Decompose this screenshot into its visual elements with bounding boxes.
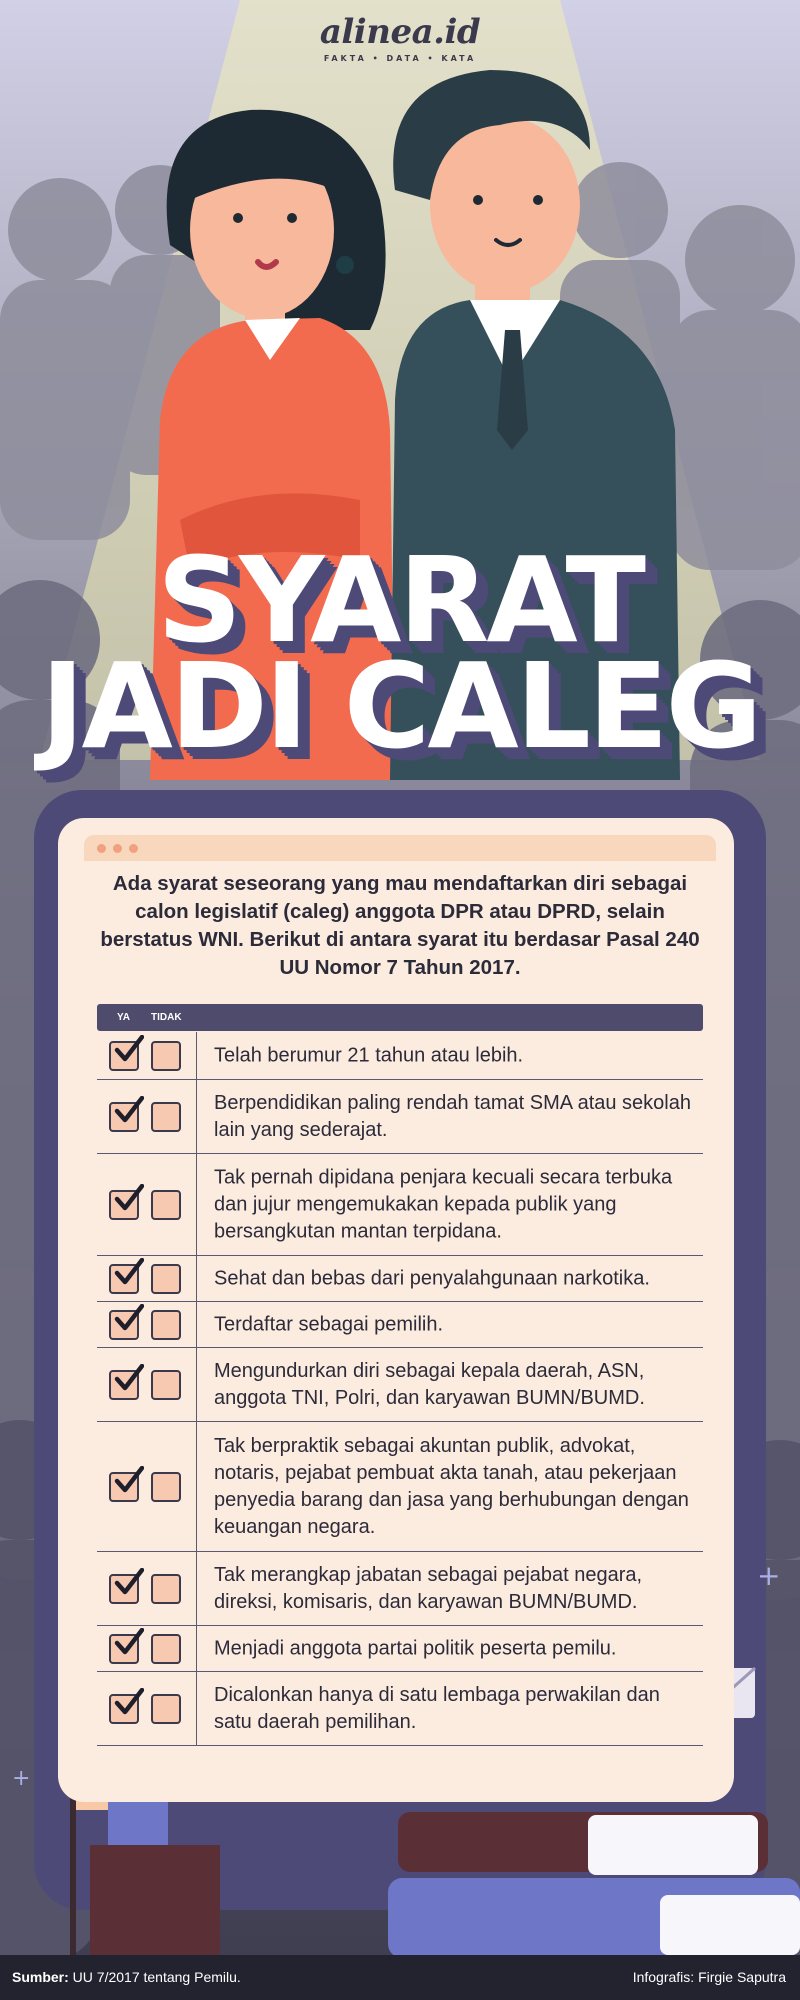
requirements-table xyxy=(97,1032,703,1746)
checkbox-yes[interactable] xyxy=(109,1190,139,1220)
requirement-row xyxy=(97,1032,703,1080)
checkbox-yes[interactable] xyxy=(109,1310,139,1340)
check-icon xyxy=(114,1466,144,1496)
check-icon xyxy=(114,1568,144,1598)
source-note xyxy=(12,1969,241,1985)
requirement-text: Telah berumur 21 tahun atau lebih. xyxy=(214,1044,524,1066)
window-dot-icon xyxy=(129,844,138,853)
checkbox-no[interactable] xyxy=(151,1574,181,1604)
intro-paragraph: Ada syarat seseorang yang mau mendaftarkan diri sebagai calon legislatif (caleg) anggota DPR atau DPRD, selain berstatus WNI. Berikut di antara syarat itu berdasar Pasal 240 UU Nomor 7 Tahun 2017. xyxy=(100,872,700,979)
checkbox-no[interactable] xyxy=(151,1472,181,1502)
window-dot-icon xyxy=(113,844,122,853)
row-divider xyxy=(196,1348,197,1421)
checkbox-yes[interactable] xyxy=(109,1102,139,1132)
requirement-row xyxy=(97,1302,703,1348)
check-icon xyxy=(114,1258,144,1288)
row-divider xyxy=(196,1626,197,1671)
check-icon xyxy=(114,1184,144,1214)
checkbox-no[interactable] xyxy=(151,1041,181,1071)
row-divider xyxy=(196,1302,197,1347)
check-icon xyxy=(114,1364,144,1394)
requirement-row xyxy=(97,1256,703,1302)
source-text: UU 7/2017 tentang Pemilu. xyxy=(68,1969,241,1985)
requirement-text: Mengundurkan diri sebagai kepala daerah, ASN, anggota TNI, Polri, dan karyawan BUMN/BUMD. xyxy=(214,1359,645,1409)
row-divider xyxy=(196,1672,197,1745)
checkbox-no[interactable] xyxy=(151,1370,181,1400)
checkbox-yes[interactable] xyxy=(109,1472,139,1502)
row-divider xyxy=(196,1422,197,1551)
checkbox-yes[interactable] xyxy=(109,1370,139,1400)
title-line-2: JADI CALEG xyxy=(40,637,760,775)
footer-bar xyxy=(0,1955,800,2000)
source-label: Sumber: xyxy=(12,1969,69,1985)
checkbox-no[interactable] xyxy=(151,1102,181,1132)
check-icon xyxy=(114,1096,144,1126)
requirement-row xyxy=(97,1348,703,1422)
requirement-row xyxy=(97,1422,703,1552)
window-dot-icon xyxy=(97,844,106,853)
row-divider xyxy=(196,1154,197,1255)
checkbox-yes[interactable] xyxy=(109,1041,139,1071)
requirement-row xyxy=(97,1552,703,1626)
check-icon xyxy=(114,1688,144,1718)
logo-wordmark: alinea.id xyxy=(319,12,481,52)
check-icon xyxy=(114,1628,144,1658)
check-icon xyxy=(114,1304,144,1334)
logo-tagline: FAKTA • DATA • KATA xyxy=(323,54,477,63)
checkbox-no[interactable] xyxy=(151,1264,181,1294)
checkbox-no[interactable] xyxy=(151,1310,181,1340)
row-divider xyxy=(196,1256,197,1301)
title-line-1: SYARAT xyxy=(157,531,643,669)
requirement-row xyxy=(97,1080,703,1154)
checkbox-yes[interactable] xyxy=(109,1264,139,1294)
checkbox-no[interactable] xyxy=(151,1694,181,1724)
requirement-text: Sehat dan bebas dari penyalahgunaan narkotika. xyxy=(214,1267,650,1289)
credit-note: Infografis: Firgie Saputra xyxy=(632,1969,786,1985)
row-divider xyxy=(196,1552,197,1625)
column-header-yes: YA xyxy=(117,1012,130,1023)
requirement-row xyxy=(97,1672,703,1746)
requirement-text: Terdaftar sebagai pemilih. xyxy=(214,1313,444,1335)
panel-titlebar xyxy=(84,835,716,861)
row-divider xyxy=(196,1080,197,1153)
check-icon xyxy=(114,1035,144,1065)
requirement-text: Tak berpraktik sebagai akuntan publik, advokat, notaris, pejabat pembuat akta tanah, atau pekerjaan penyedia barang dan jasa yang berhubungan dengan keuangan negara. xyxy=(214,1434,689,1538)
checkbox-no[interactable] xyxy=(151,1190,181,1220)
checkbox-yes[interactable] xyxy=(109,1574,139,1604)
row-divider xyxy=(196,1032,197,1079)
table-header xyxy=(97,1004,703,1031)
svg-text:+: + xyxy=(757,1559,781,1592)
books-illustration xyxy=(388,1812,800,1958)
requirement-text: Menjadi anggota partai politik peserta pemilu. xyxy=(214,1637,617,1659)
requirement-text: Dicalonkan hanya di satu lembaga perwakilan dan satu daerah pemilihan. xyxy=(214,1683,660,1733)
column-header-no: TIDAK xyxy=(151,1012,182,1023)
requirement-text: Tak merangkap jabatan sebagai pejabat negara, direksi, komisaris, dan karyawan BUMN/BUMD. xyxy=(214,1563,643,1613)
checkbox-yes[interactable] xyxy=(109,1694,139,1724)
checkbox-yes[interactable] xyxy=(109,1634,139,1664)
checkbox-no[interactable] xyxy=(151,1634,181,1664)
brand-logo xyxy=(0,12,800,63)
requirement-text: Tak pernah dipidana penjara kecuali secara terbuka dan jujur mengemukakan kepada publik yang bersangkutan mantan terpidana. xyxy=(214,1166,673,1242)
svg-text:+: + xyxy=(12,1766,31,1791)
requirement-row xyxy=(97,1626,703,1672)
requirement-row xyxy=(97,1154,703,1256)
requirement-text: Berpendidikan paling rendah tamat SMA atau sekolah lain yang sederajat. xyxy=(214,1091,691,1141)
